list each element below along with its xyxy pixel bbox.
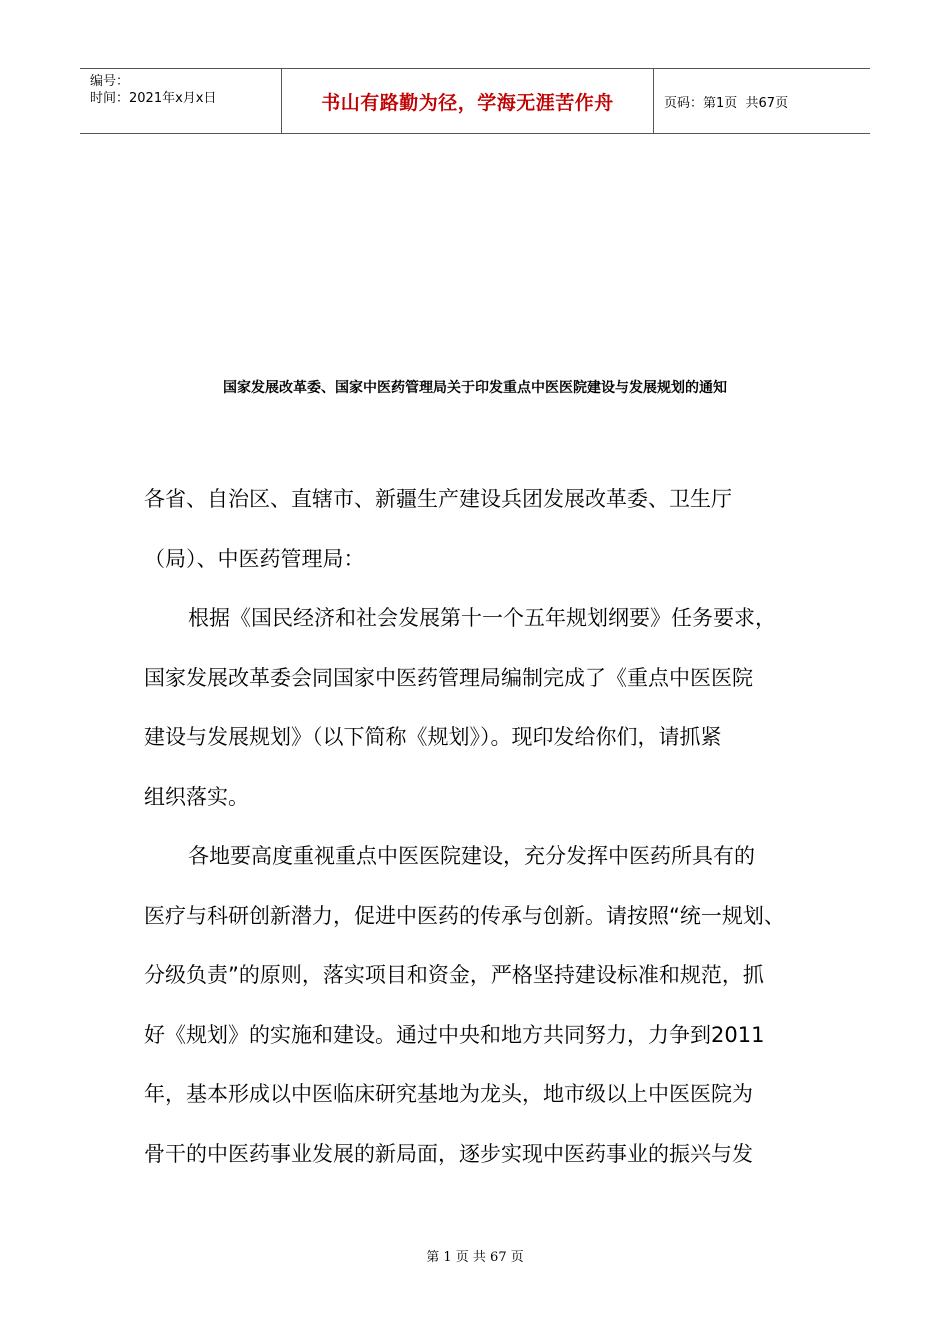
- header-meta-cell: [80, 69, 282, 133]
- body-line: 医疗与科研创新潜力，促进中医药的传承与创新。请按照“统一规划、: [144, 903, 785, 928]
- document-title: 国家发展改革委、国家中医药管理局关于印发重点中医医院建设与发展规划的通知: [223, 380, 727, 396]
- motto-text: 书山有路勤为径，学海无涯苦作舟: [321, 91, 614, 114]
- body-line: 国家发展改革委会同国家中医药管理局编制完成了《重点中医医院: [144, 665, 753, 690]
- body-line: 各省、自治区、直辖市、新疆生产建设兵团发展改革委、卫生厅: [144, 487, 732, 511]
- body-line: 分级负责”的原则，落实项目和资金，严格坚持建设标准和规范，抓: [144, 963, 764, 987]
- body-line: （局）、中医药管理局：: [144, 546, 365, 571]
- document-body: [144, 470, 814, 1184]
- header-page-cell: [654, 69, 870, 133]
- serial-number-label: 编号：: [90, 74, 130, 89]
- body-line: 骨干的中医药事业发展的新局面，逐步实现中医药事业的振兴与发: [144, 1141, 753, 1166]
- body-line: 根据《国民经济和社会发展第十一个五年规划纲要》任务要求，: [188, 606, 776, 630]
- header-page-info: 页码：第1页 共67页: [664, 95, 789, 111]
- page-footer: [0, 1246, 950, 1265]
- date-label: 时间：2021年x月x日: [90, 91, 217, 106]
- body-line: 好《规划》的实施和建设。通过中央和地方共同努力，力争到2011: [144, 1022, 765, 1047]
- body-line: 年，基本形成以中医临床研究基地为龙头，地市级以上中医医院为: [144, 1082, 753, 1106]
- body-line: 建设与发展规划》（以下简称《规划》）。现印发给你们，请抓紧: [144, 725, 722, 749]
- footer-page-number: 第 1 页 共 67 页: [426, 1250, 524, 1265]
- header-motto-cell: [282, 69, 654, 133]
- body-line: 各地要高度重视重点中医医院建设，充分发挥中医药所具有的: [188, 844, 755, 868]
- page-header: [80, 68, 870, 134]
- body-line: 组织落实。: [144, 784, 249, 809]
